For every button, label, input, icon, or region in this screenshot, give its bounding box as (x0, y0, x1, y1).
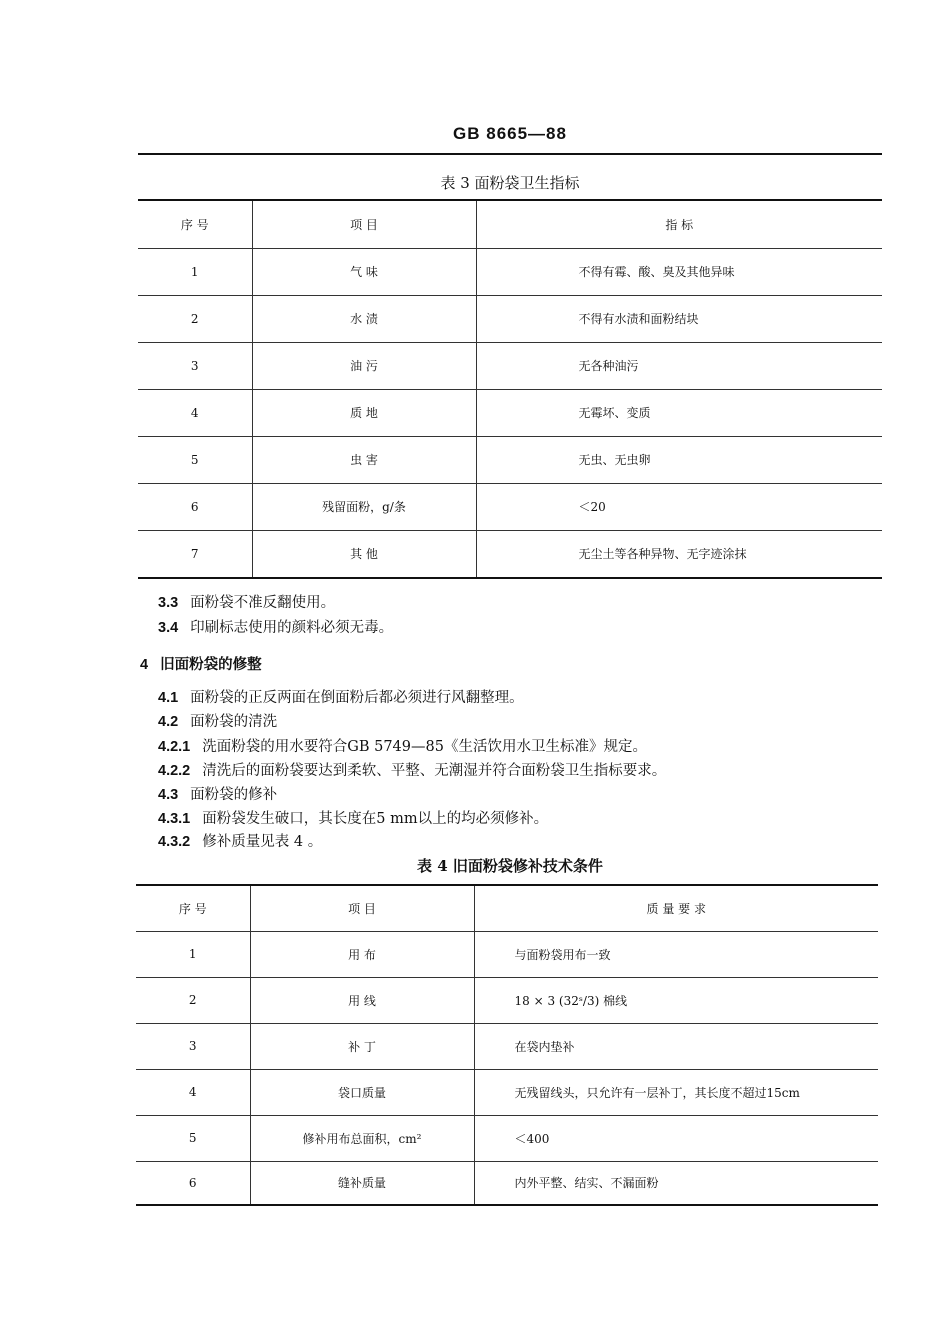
clause-number: 4.3 (158, 787, 179, 803)
header-cell-item: 项 目 (250, 885, 474, 931)
cell-no: 5 (138, 436, 252, 483)
section-number: 4 (140, 657, 149, 673)
cell-item: 油 污 (252, 342, 476, 389)
header-cell-item: 项 目 (252, 200, 476, 248)
clause-4-2-1 (158, 735, 647, 756)
clause-text: 面粉袋的修补 (190, 787, 278, 803)
cell-no: 4 (136, 1069, 250, 1115)
clause-number: 4.3.1 (158, 811, 191, 827)
header-cell-no: 序 号 (136, 885, 250, 931)
cell-no: 6 (136, 1161, 250, 1205)
clause-number: 4.1 (158, 690, 179, 706)
cell-item: 袋口质量 (250, 1069, 474, 1115)
cell-item: 水 渍 (252, 295, 476, 342)
cell-no: 1 (138, 248, 252, 295)
table-row (138, 389, 882, 436)
cell-no: 4 (138, 389, 252, 436)
cell-indicator: 无虫、无虫卵 (476, 436, 882, 483)
clause-number: 4.2.2 (158, 763, 191, 779)
clause-text: 面粉袋不准反翻使用。 (190, 595, 336, 611)
clause-4-3-1 (158, 807, 548, 828)
cell-item: 补 丁 (250, 1023, 474, 1069)
cell-indicator: ＜20 (476, 483, 882, 530)
cell-no: 3 (138, 342, 252, 389)
table-row (138, 342, 882, 389)
clause-text: 印刷标志使用的颜料必须无毒。 (190, 620, 394, 636)
cell-quality: 在袋内垫补 (474, 1023, 878, 1069)
clause-4-3 (158, 783, 277, 804)
cell-quality: 内外平整、结实、不漏面粉 (474, 1161, 878, 1205)
section-title: 旧面粉袋的修整 (160, 656, 262, 673)
header-cell-indicator: 指 标 (476, 200, 882, 248)
clause-text: 面粉袋的正反两面在倒面粉后都必须进行风翻整理。 (190, 690, 524, 706)
table-row (136, 1023, 878, 1069)
cell-item: 质 地 (252, 389, 476, 436)
table-header-row (138, 200, 882, 248)
clause-number: 4.2 (158, 714, 179, 730)
cell-item: 缝补质量 (250, 1161, 474, 1205)
table-row (136, 1069, 878, 1115)
cell-quality: 与面粉袋用布一致 (474, 931, 878, 977)
cell-no: 6 (138, 483, 252, 530)
clause-4-1 (158, 686, 524, 707)
cell-indicator: 无霉坏、变质 (476, 389, 882, 436)
table3-caption: 表 3 面粉袋卫生指标 (440, 174, 580, 192)
table4 (136, 884, 878, 1206)
cell-no: 2 (138, 295, 252, 342)
table-row (138, 436, 882, 483)
header-cell-no: 序 号 (138, 200, 252, 248)
clause-number: 3.4 (158, 620, 179, 636)
cell-item: 用 布 (250, 931, 474, 977)
cell-indicator: 无各种油污 (476, 342, 882, 389)
clause-number: 3.3 (158, 595, 179, 611)
table4-caption: 表 4 旧面粉袋修补技术条件 (417, 857, 603, 875)
cell-indicator: 无尘土等各种异物、无字迹涂抹 (476, 530, 882, 578)
cell-item: 用 线 (250, 977, 474, 1023)
table-row (136, 1115, 878, 1161)
clause-text: 面粉袋发生破口，其长度在5 mm以上的均必须修补。 (202, 811, 549, 827)
clause-4-3-2 (158, 830, 322, 851)
table-row (136, 1161, 878, 1205)
clause-text: 修补质量见表 4 。 (202, 834, 323, 850)
table-row (138, 295, 882, 342)
clause-text: 洗面粉袋的用水要符合GB 5749—85《生活饮用水卫生标准》规定。 (202, 739, 647, 755)
cell-item: 其 他 (252, 530, 476, 578)
clause-4-2-2 (158, 759, 666, 780)
cell-no: 3 (136, 1023, 250, 1069)
cell-item: 气 味 (252, 248, 476, 295)
cell-indicator: 不得有霉、酸、臭及其他异味 (476, 248, 882, 295)
table-header-row (136, 885, 878, 931)
cell-no: 2 (136, 977, 250, 1023)
cell-item: 修补用布总面积，cm² (250, 1115, 474, 1161)
cell-no: 1 (136, 931, 250, 977)
table-row (136, 931, 878, 977)
cell-quality: ＜400 (474, 1115, 878, 1161)
clause-3-4 (158, 616, 393, 637)
section-4-heading (140, 653, 262, 674)
clause-number: 4.2.1 (158, 739, 191, 755)
table-row (138, 530, 882, 578)
clause-text: 清洗后的面粉袋要达到柔软、平整、无潮湿并符合面粉袋卫生指标要求。 (202, 763, 667, 779)
table-row (136, 977, 878, 1023)
document-header-title: GB 8665—88 (453, 124, 567, 143)
cell-item: 虫 害 (252, 436, 476, 483)
clause-3-3 (158, 591, 335, 612)
cell-quality: 18 × 3 (32ˢ/3) 棉线 (474, 977, 878, 1023)
cell-quality: 无残留线头，只允许有一层补丁，其长度不超过15cm (474, 1069, 878, 1115)
header-rule (138, 153, 882, 155)
table3 (138, 199, 882, 579)
clause-4-2 (158, 710, 277, 731)
cell-no: 5 (136, 1115, 250, 1161)
clause-number: 4.3.2 (158, 834, 191, 850)
cell-no: 7 (138, 530, 252, 578)
cell-item: 残留面粉，g/条 (252, 483, 476, 530)
table-row (138, 248, 882, 295)
clause-text: 面粉袋的清洗 (190, 714, 278, 730)
cell-indicator: 不得有水渍和面粉结块 (476, 295, 882, 342)
table-row (138, 483, 882, 530)
header-cell-quality: 质 量 要 求 (474, 885, 878, 931)
